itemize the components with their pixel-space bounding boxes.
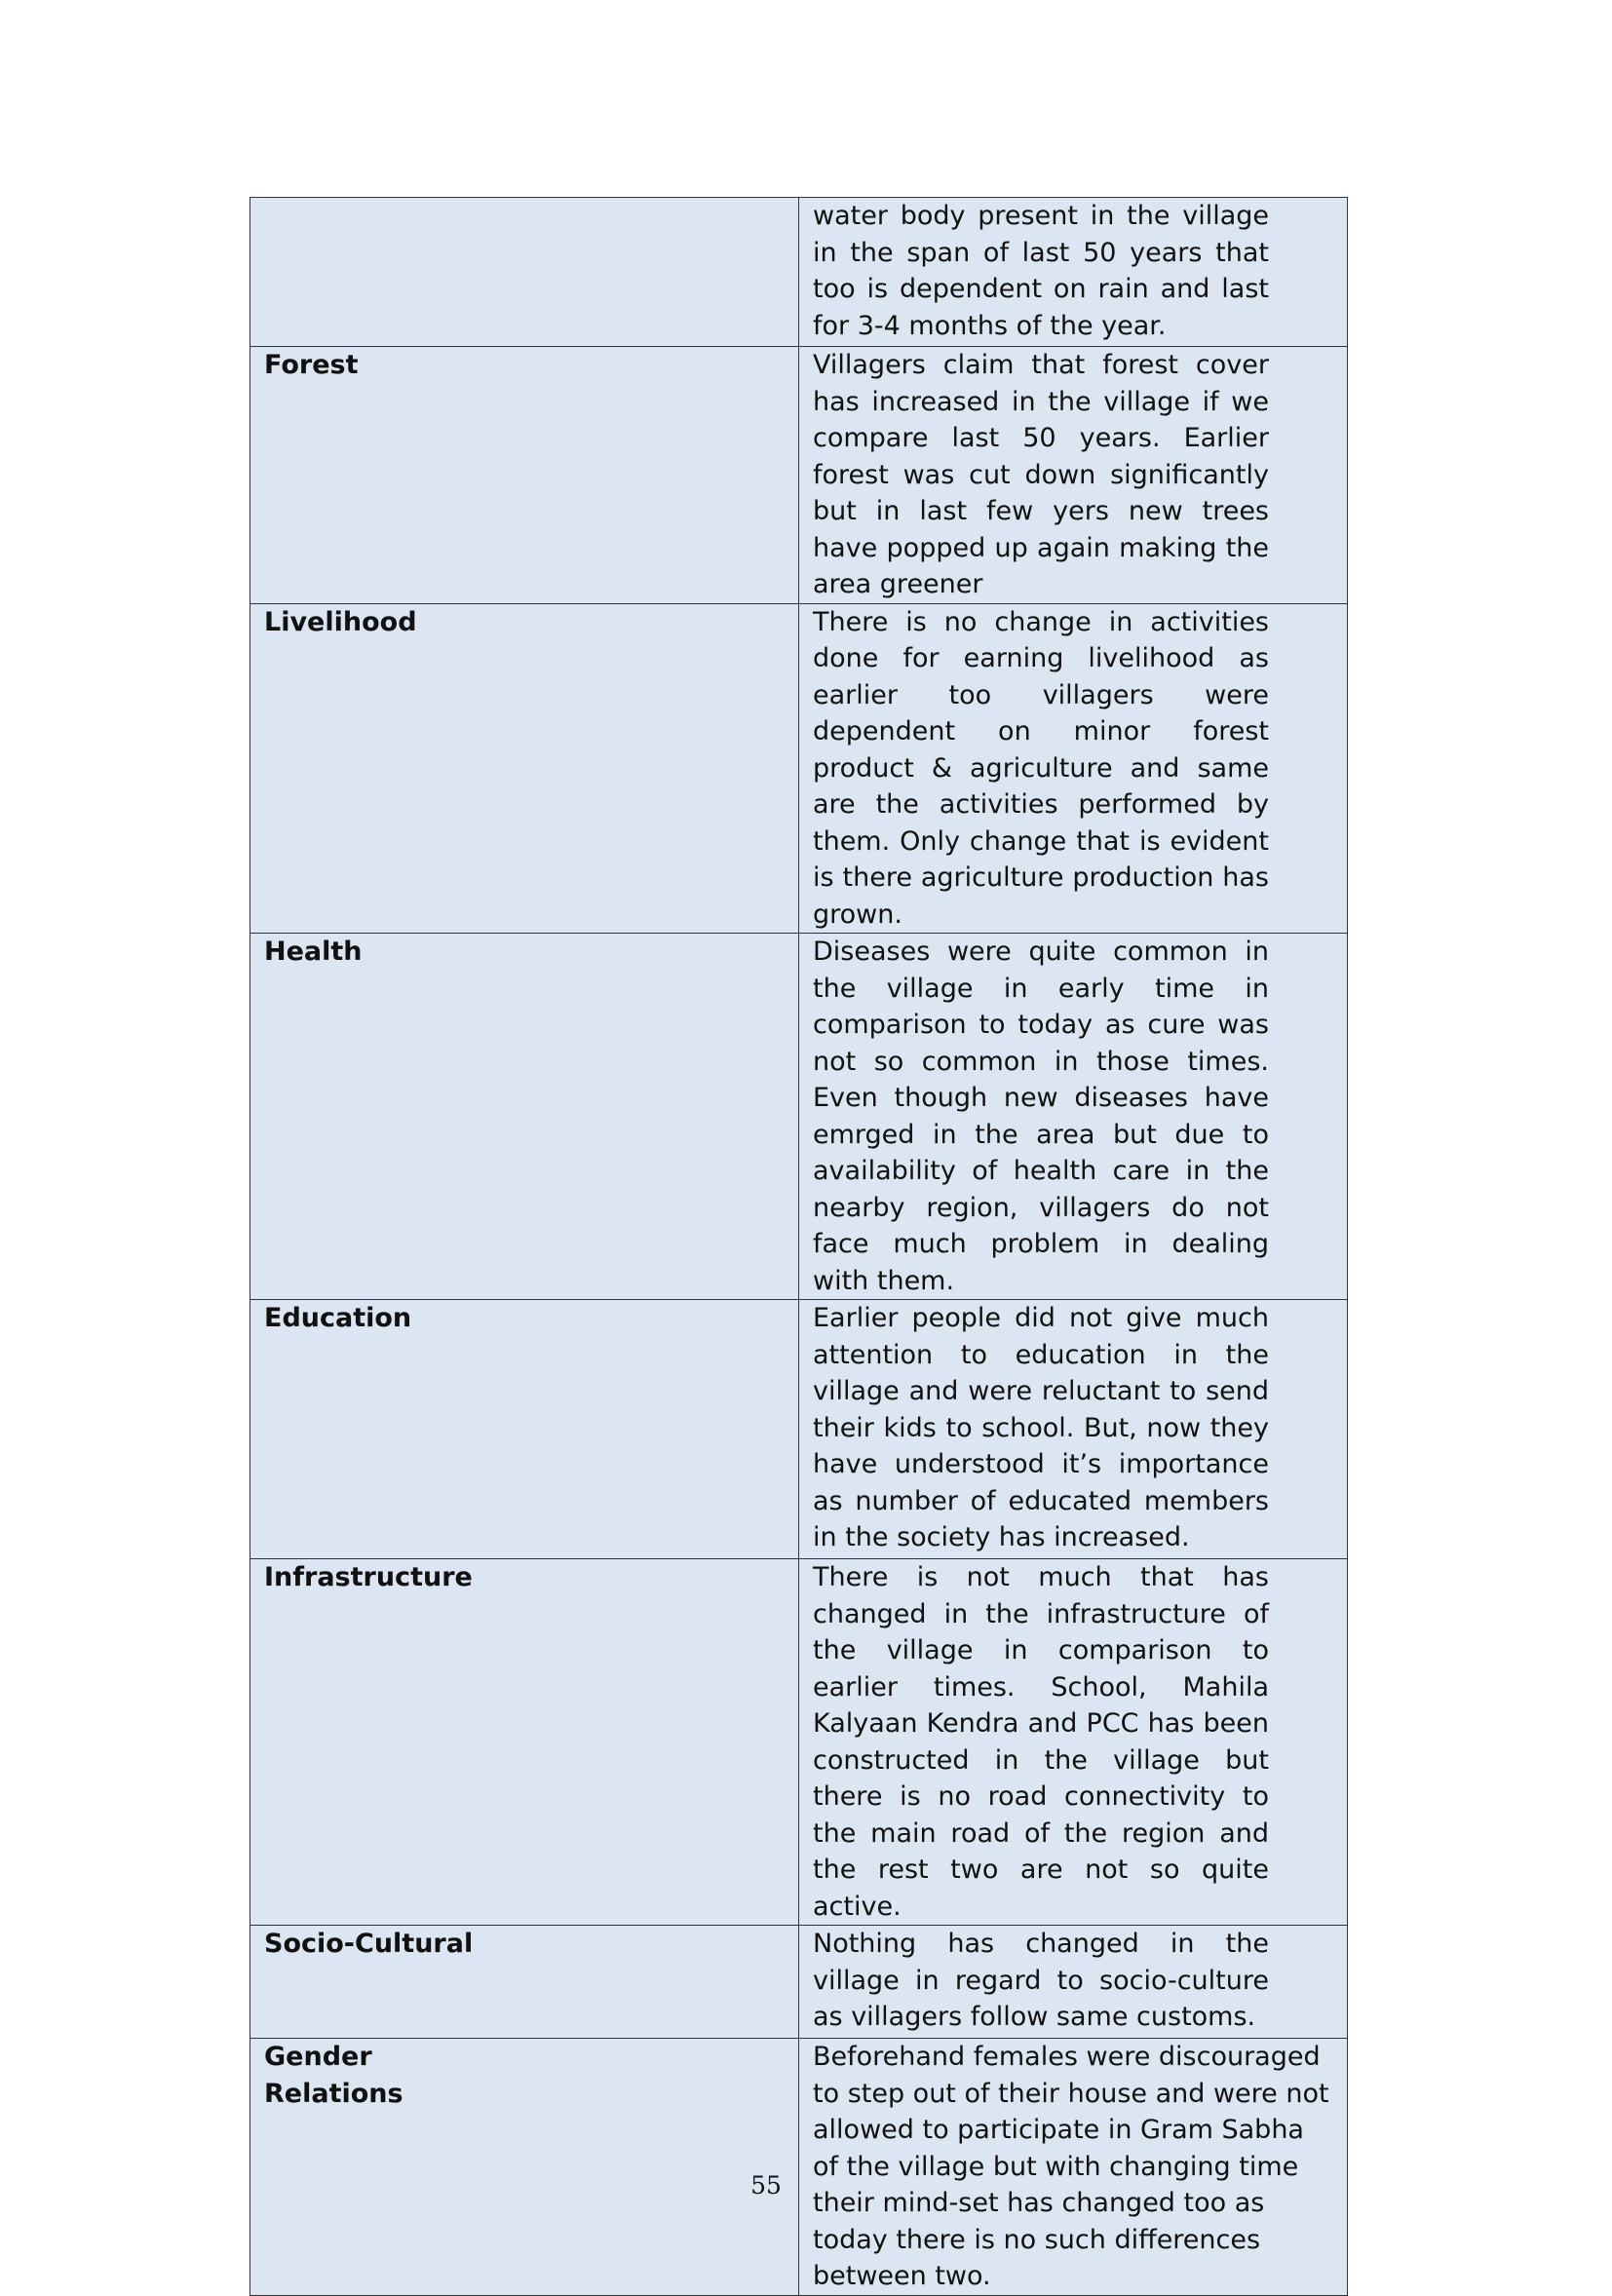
table-row bbox=[250, 934, 1348, 1300]
row-label-cell bbox=[250, 1926, 799, 2039]
row-label-cell bbox=[250, 1300, 799, 1559]
row-description: Diseases were quite common in the village in early time in comparison to today as cure was not so common in those times. Even though new diseases have emrged in the area but due to availability of health care in the nearby region, villagers do not face much problem in dealing with them. bbox=[813, 937, 1269, 1296]
row-label-cell bbox=[250, 934, 799, 1300]
row-label-cell bbox=[250, 198, 799, 347]
table-row bbox=[250, 2039, 1348, 2296]
row-label: Socio-Cultural bbox=[264, 1929, 474, 1959]
table-row bbox=[250, 1926, 1348, 2039]
table-row bbox=[250, 347, 1348, 604]
row-description-cell bbox=[799, 934, 1348, 1300]
row-description-cell bbox=[799, 347, 1348, 604]
row-label-cell bbox=[250, 1559, 799, 1926]
row-description: water body present in the village in the span of last 50 years that too is dependent on rain and last for 3-4 months of the year. bbox=[813, 201, 1269, 341]
row-label: Gender Relations bbox=[264, 2042, 403, 2109]
row-label-cell bbox=[250, 2039, 799, 2296]
row-label: Health bbox=[264, 937, 363, 967]
content-table bbox=[249, 197, 1348, 2296]
row-description-cell bbox=[799, 1926, 1348, 2039]
row-label: Livelihood bbox=[264, 606, 417, 637]
row-label-cell bbox=[250, 603, 799, 934]
page-number: 55 bbox=[750, 2171, 782, 2200]
row-label-cell bbox=[250, 347, 799, 604]
row-description-cell bbox=[799, 1559, 1348, 1926]
row-label: Infrastructure bbox=[264, 1562, 473, 1592]
table-row bbox=[250, 198, 1348, 347]
table-row bbox=[250, 1559, 1348, 1926]
row-description: There is not much that has changed in the infrastructure of the village in comparison to earlier times. School, Mahila Kalyaan Kendra and PCC has been constructed in the village but there is no road connectivity to the main road of the region and the rest two are not so quite active. bbox=[813, 1562, 1269, 1922]
row-description: There is no change in activities done for earning livelihood as earlier too villagers were dependent on minor forest product & agriculture and same are the activities performed by them. Only change that is evident is there agriculture production has grown. bbox=[813, 606, 1269, 930]
table-row bbox=[250, 603, 1348, 934]
row-description: Beforehand females were discouraged to step out of their house and were not allowed to participate in Gram Sabha of the village but with changing time their mind-set has changed too as today there is no such differences between two. bbox=[813, 2042, 1329, 2291]
row-description: Earlier people did not give much attention to education in the village and were reluctant to send their kids to school. But, now they have understood it’s importance as number of educated members in the society has increased. bbox=[813, 1303, 1269, 1552]
table-row bbox=[250, 1300, 1348, 1559]
row-description: Villagers claim that forest cover has increased in the village if we compare last 50 years. Earlier forest was cut down significantly but in last few yers new trees have popped up again making the area greener bbox=[813, 350, 1269, 599]
row-description-cell bbox=[799, 2039, 1348, 2296]
row-description-cell bbox=[799, 198, 1348, 347]
row-description: Nothing has changed in the village in regard to socio-culture as villagers follow same customs. bbox=[813, 1929, 1269, 2032]
row-label: Education bbox=[264, 1303, 412, 1333]
row-label: Forest bbox=[264, 350, 359, 380]
row-description-cell bbox=[799, 1300, 1348, 1559]
row-description-cell bbox=[799, 603, 1348, 934]
